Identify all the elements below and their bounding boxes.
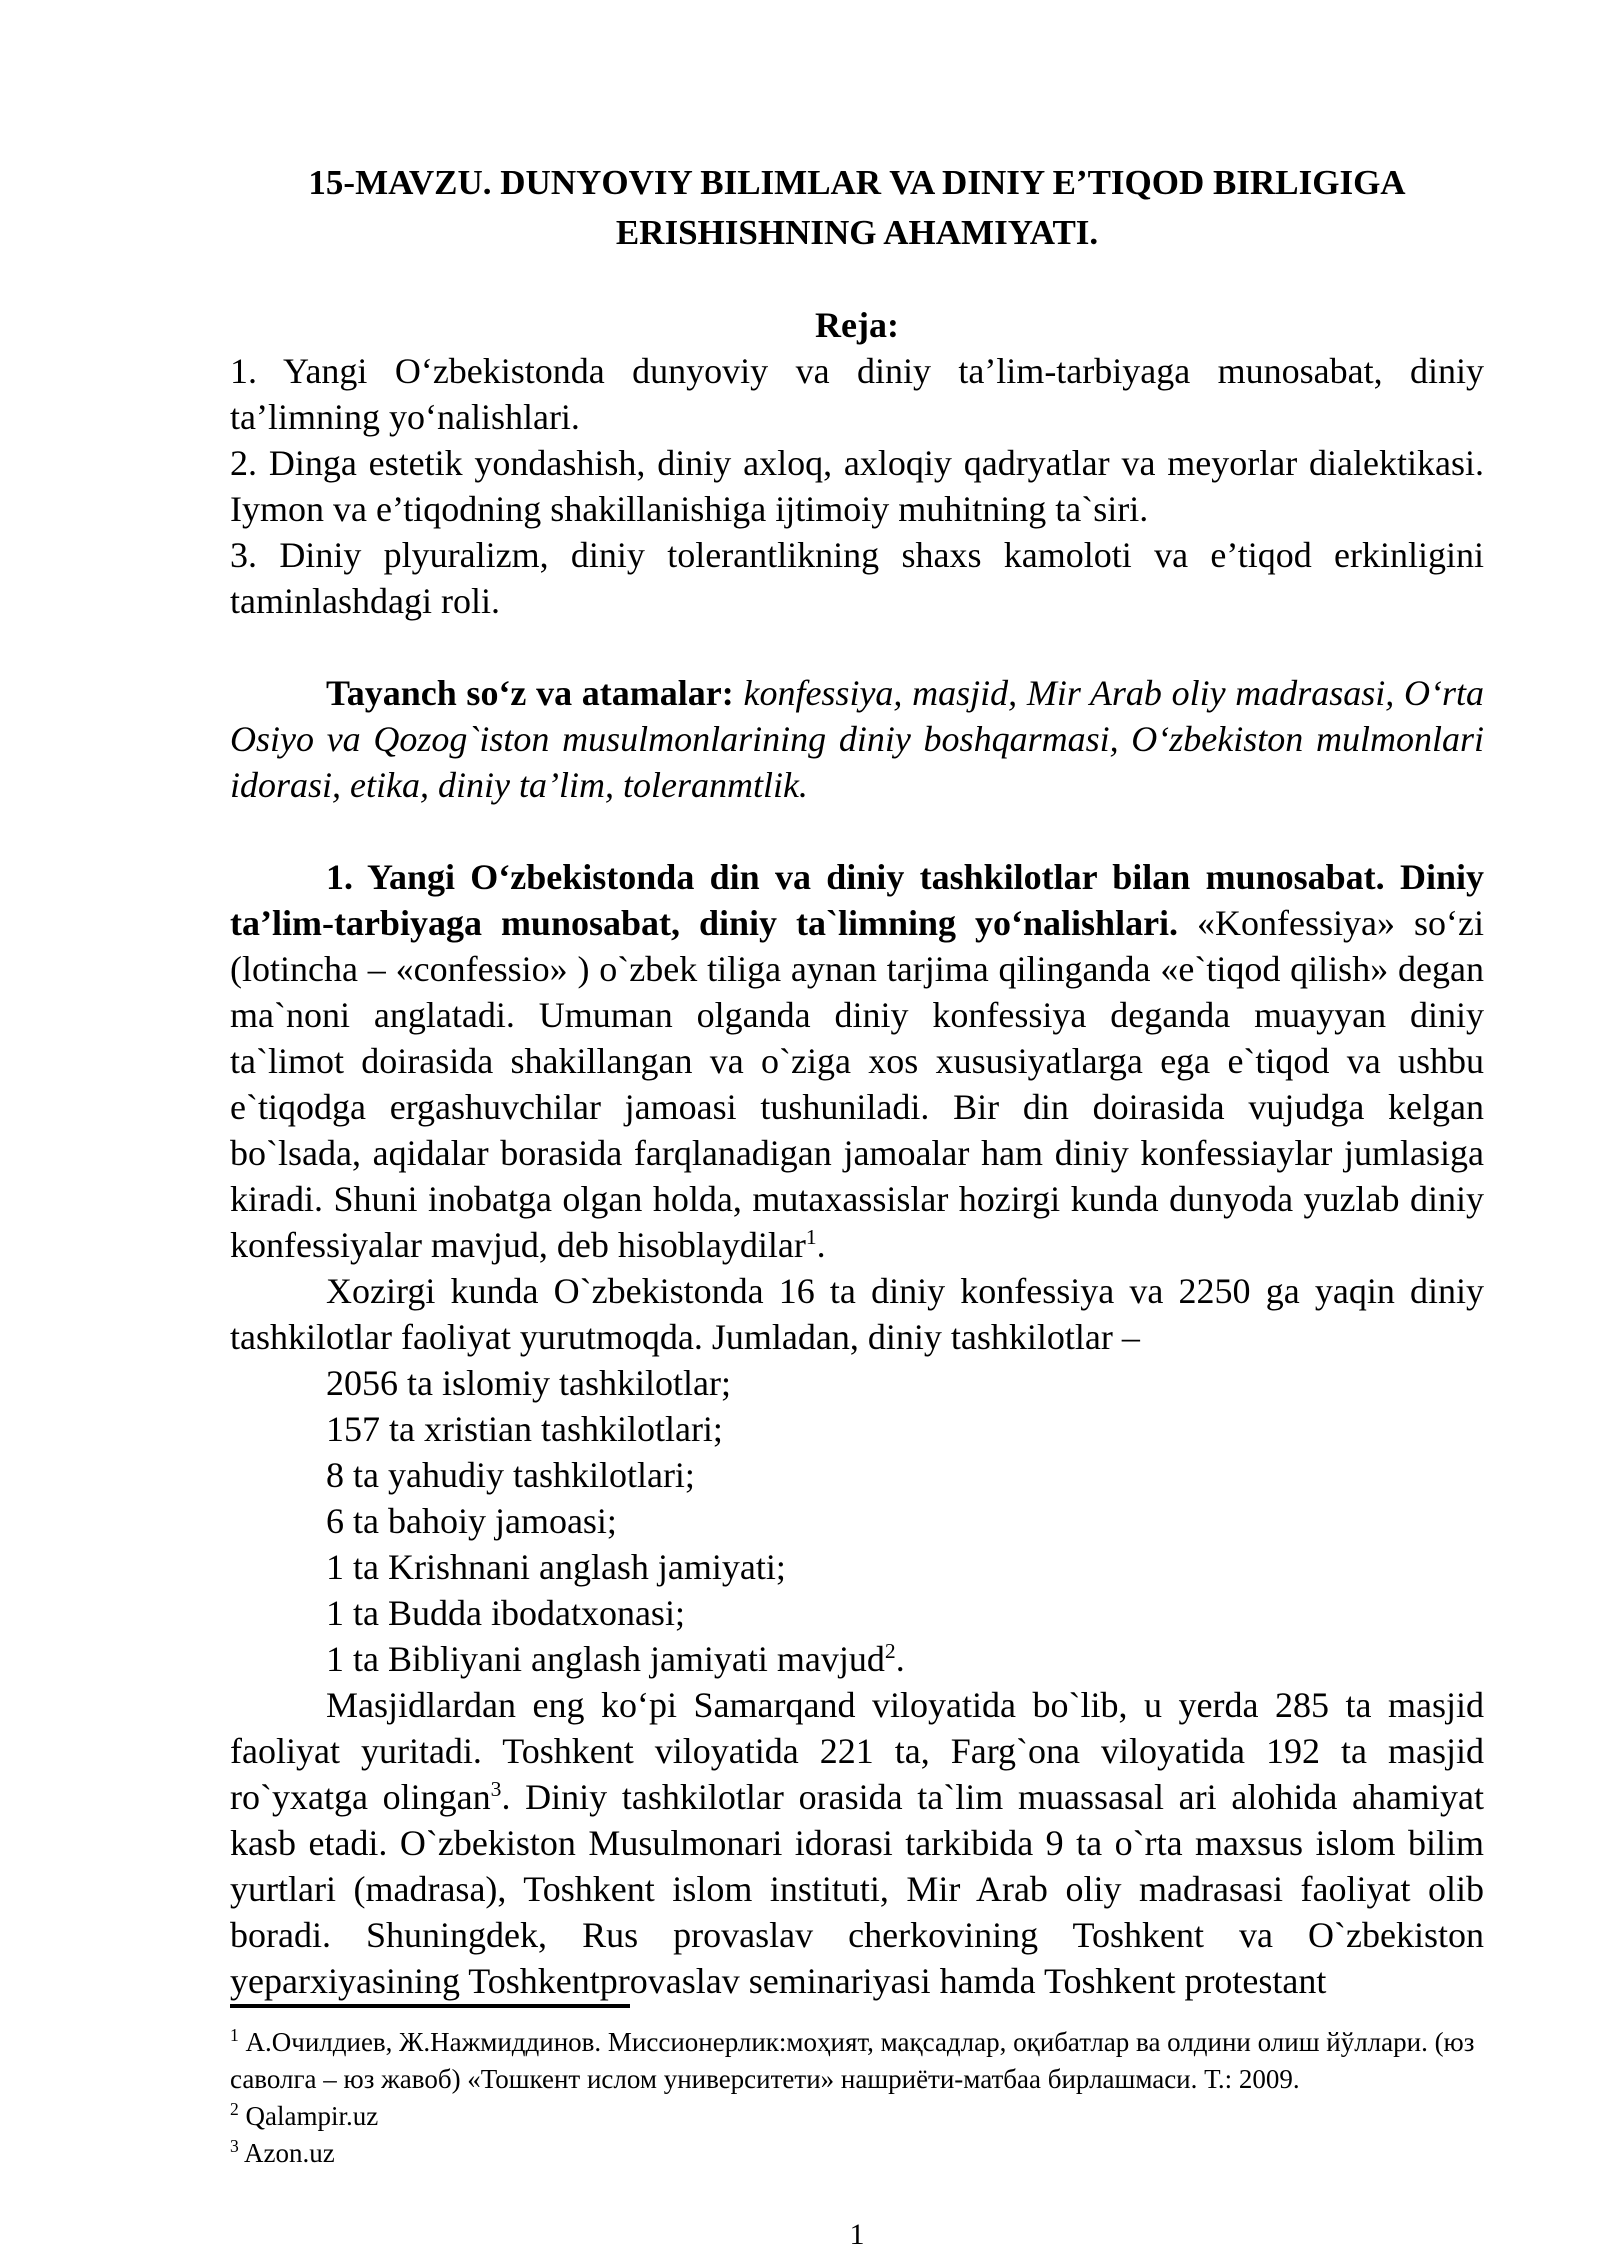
org-list-item-1: 2056 ta islomiy tashkilotlar; [326,1363,731,1403]
footnote-3-text: Azon.uz [238,2138,335,2168]
plan-item-3: 3. Diniy plyuralizm, diniy tolerantlikning shaxs kamoloti va e’tiqod erkinligini taminlashdagi roli. [230,535,1484,621]
org-list-item-7-text: 1 ta Bibliyani anglash jamiyati mavjud [326,1639,885,1679]
keywords-label: Tayanch so‘z va atamalar: [326,673,734,713]
section-1-text: «Konfessiya» so‘zi (lotincha – «confessio» ) o`zbek tiliga aynan tarjima qilinganda «e`tiqod qilish» degan ma`noni anglatadi. Umuman olganda diniy konfessiya deganda muayyan diniy ta`limot doirasida shakillangan va o`ziga xos xususiyatlarga ega e`tiqod va ushbu e`tiqodga ergashuvchilar jamoasi tushuniladi. Bir din doirasida vujudga kelgan bo`lsada, aqidalar borasida farqlanadigan jamoalar ham diniy konfessiaylar jumlasiga kiradi. Shuni inobatga olgan holda, mutaxassislar hozirgi kunda dunyoda yuzlab diniy konfessiyalar mavjud, deb hisoblaydilar [230,903,1484,1265]
plan-item-2: 2. Dinga estetik yondashish, diniy axloq, axloqiy qadryatlar va meyorlar dialektikasi. Iymon va e’tiqodning shakillanishiga ijtimoiy muhitning ta`siri. [230,443,1484,529]
mosques-paragraph [230,1682,1484,2004]
org-list-item-3: 8 ta yahudiy tashkilotlari; [326,1455,695,1495]
footnotes-section [230,2004,1484,2172]
footnote-ref-1: 1 [805,1225,817,1249]
footnote-ref-2: 2 [884,1639,896,1663]
title-line-2: ERISHISHNING AHAMIYATI. [615,213,1099,252]
footnote-separator [230,2004,630,2008]
org-list-item-2: 157 ta xristian tashkilotlari; [326,1409,723,1449]
org-list-item-7-end: . [895,1639,905,1679]
plan-item-1: 1. Yangi O‘zbekistonda dunyoviy va diniy ta’lim-tarbiyaga munosabat, diniy ta’limning yo‘nalishlari. [230,351,1484,437]
footnote-1-marker: 1 [230,2025,239,2045]
footnote-2-text: Qalampir.uz [238,2101,379,2131]
footnote-3-marker: 3 [230,2136,239,2156]
page-number: 1 [849,2218,865,2251]
footnote-2 [230,2098,1484,2135]
footnote-ref-3: 3 [490,1777,502,1801]
org-list-item-7 [230,1636,1484,1682]
keywords-terms: konfessiya, masjid, Mir Arab oliy madrasasi, O‘rta Osiyo va Qozog`iston musulmonlarining diniy boshqarmasi, O‘zbekiston mulmonlari idorasi, etika, diniy ta’lim, toleranmtlik. [230,673,1484,805]
org-list-item-5: 1 ta Krishnani anglash jamiyati; [326,1547,786,1587]
document-title [230,158,1484,258]
keywords-paragraph [230,670,1484,808]
plan-heading: Reja: [815,305,899,345]
org-list-item-6: 1 ta Budda ibodatxonasi; [326,1593,685,1633]
section-1-heading: 1. Yangi O‘zbekistonda din va diniy tashkilotlar bilan munosabat. Diniy ta’lim-tarbiyaga munosabat, diniy ta`limning yo‘nalishlari. [230,857,1484,943]
section-1-text-end: . [816,1225,826,1265]
title-line-1: 15-MAVZU. DUNYOVIY BILIMLAR VA DINIY E’TIQOD BIRLIGIGA [308,163,1406,202]
mosques-text-1: Masjidlardan eng ko‘pi Samarqand viloyatida bo`lib, u yerda 285 ta masjid faoliyat yuritadi. Toshkent viloyatida 221 ta, Farg`ona viloyatida 192 ta masjid ro`yxatga olingan [230,1685,1484,1817]
section-1-paragraph [230,854,1484,1268]
footnote-1-text: А.Очилдиев, Ж.Нажмиддинов. Миссионерлик:моҳият, мақсадлар, оқибатлар ва олдини олиш йўллари. (юз саволга – юз жавоб) «Тошкент ислом университети» нашриёти-матбаа бирлашмаси. Т.: 2009. [230,2027,1475,2094]
footnote-2-marker: 2 [230,2099,239,2119]
footnote-1 [230,2024,1484,2098]
statistics-intro-paragraph: Xozirgi kunda O`zbekistonda 16 ta diniy konfessiya va 2250 ga yaqin diniy tashkilotlar faoliyat yurutmoqda. Jumladan, diniy tashkilotlar – [230,1271,1484,1357]
footnote-3 [230,2135,1484,2172]
org-list-item-4: 6 ta bahoiy jamoasi; [326,1501,617,1541]
mosques-text-2: . Diniy tashkilotlar orasida ta`lim muassasal ari alohida ahamiyat kasb etadi. O`zbekiston Musulmonari idorasi tarkibida 9 ta o`rta maxsus islom bilim yurtlari (madrasa), Toshkent islom instituti, Mir Arab oliy madrasasi faoliyat olib boradi. Shuningdek, Rus provaslav cherkovining Toshkent va O`zbekiston yeparxiyasining Toshkentprovaslav seminariyasi hamda Toshkent protestant [230,1777,1484,2001]
